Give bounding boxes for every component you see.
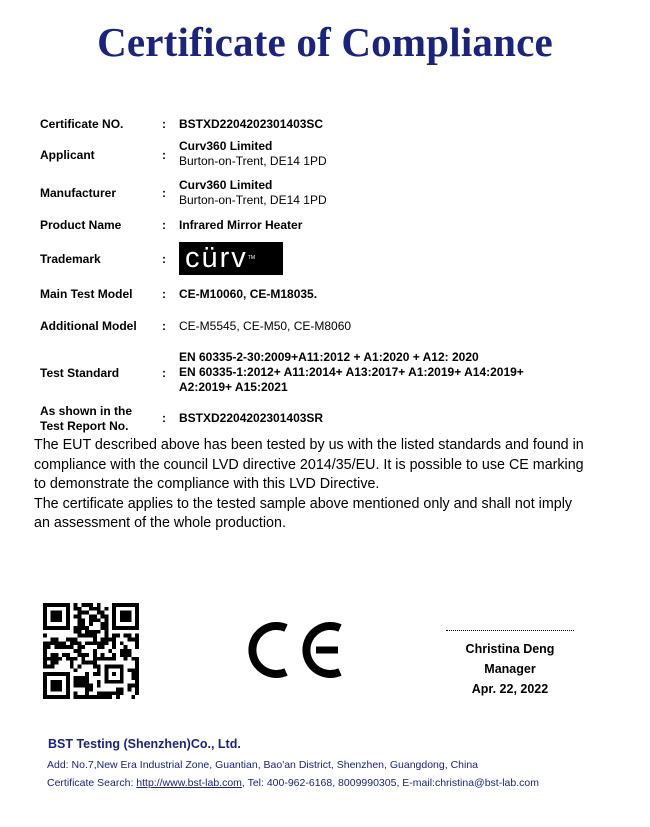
search-prefix: Certificate Search: (47, 777, 137, 789)
applicant-value (179, 139, 327, 169)
trademark-symbol: TM (247, 255, 256, 261)
test-standard-line: A2:2019+ A15:2021 (179, 380, 288, 394)
main-test-model-label: Main Test Model (40, 287, 133, 301)
signature-line (446, 630, 574, 631)
certificate-search (47, 777, 539, 789)
test-standard-line: EN 60335-1:2012+ A11:2014+ A13:2017+ A1:2019+ A14:2019+ (179, 365, 524, 379)
test-standard-value (179, 350, 524, 395)
certificate-title: Certificate of Compliance (97, 19, 553, 65)
signatory-name: Christina Deng (465, 642, 555, 656)
manufacturer-name: Curv360 Limited (179, 178, 273, 192)
colon: : (162, 218, 166, 232)
curv-logo (179, 242, 283, 275)
manufacturer-label: Manufacturer (40, 186, 117, 200)
statement-line: an assessment of the whole production. (34, 515, 286, 531)
curv-logo-text: cürv (185, 242, 248, 274)
applicant-label: Applicant (40, 148, 95, 162)
search-contact: , Tel: 400-962-6168, 8009990305, E-mail:christina@bst-lab.com (241, 777, 539, 789)
signatory-role: Manager (484, 662, 536, 676)
product-name-value: Infrared Mirror Heater (179, 218, 303, 232)
certificate-no-label: Certificate NO. (40, 117, 124, 131)
ce-mark-icon (240, 620, 344, 680)
manufacturer-address: Burton-on-Trent, DE14 1PD (179, 193, 327, 207)
test-report-label (40, 404, 132, 434)
product-name-label: Product Name (40, 218, 122, 232)
statement-line: to demonstrate the compliance with this LVD Directive. (34, 476, 380, 492)
main-test-model-value: CE-M10060, CE-M18035. (179, 287, 318, 301)
test-standard-label: Test Standard (40, 366, 120, 380)
test-report-label-line: Test Report No. (40, 419, 129, 433)
issuer-address: Add: No.7,New Era Industrial Zone, Guantian, Bao'an District, Shenzhen, Guangdong, China (47, 759, 479, 771)
test-standard-line: EN 60335-2-30:2009+A11:2012 + A1:2020 + A12: 2020 (179, 350, 479, 364)
manufacturer-value (179, 178, 327, 208)
certificate-no-value: BSTXD2204202301403SC (179, 117, 324, 131)
certificate-date: Apr. 22, 2022 (471, 682, 549, 696)
colon: : (162, 287, 166, 301)
statement-line: The EUT described above has been tested by us with the listed standards and found in (34, 437, 584, 453)
trademark-label: Trademark (40, 252, 101, 266)
additional-model-label: Additional Model (40, 319, 137, 333)
colon: : (162, 148, 166, 162)
statement-line: compliance with the council LVD directive 2014/35/EU. It is possible to use CE marking (34, 456, 584, 473)
additional-model-value: CE-M5545, CE-M50, CE-M8060 (179, 319, 352, 333)
colon: : (162, 117, 166, 131)
colon: : (162, 186, 166, 200)
applicant-name: Curv360 Limited (179, 139, 273, 153)
colon: : (162, 252, 166, 266)
search-link[interactable]: http://www.bst-lab.com (136, 777, 242, 789)
issuer-company: BST Testing (Shenzhen)Co., Ltd. (48, 737, 241, 751)
statement-line: The certificate applies to the tested sample above mentioned only and shall not imply (34, 495, 573, 512)
colon: : (162, 366, 166, 380)
test-report-label-line: As shown in the (40, 404, 133, 418)
colon: : (162, 411, 166, 425)
compliance-statement (34, 436, 634, 534)
colon: : (162, 319, 166, 333)
test-report-value: BSTXD2204202301403SR (179, 411, 324, 425)
qr-code-icon[interactable] (43, 603, 139, 699)
applicant-address: Burton-on-Trent, DE14 1PD (179, 154, 327, 168)
